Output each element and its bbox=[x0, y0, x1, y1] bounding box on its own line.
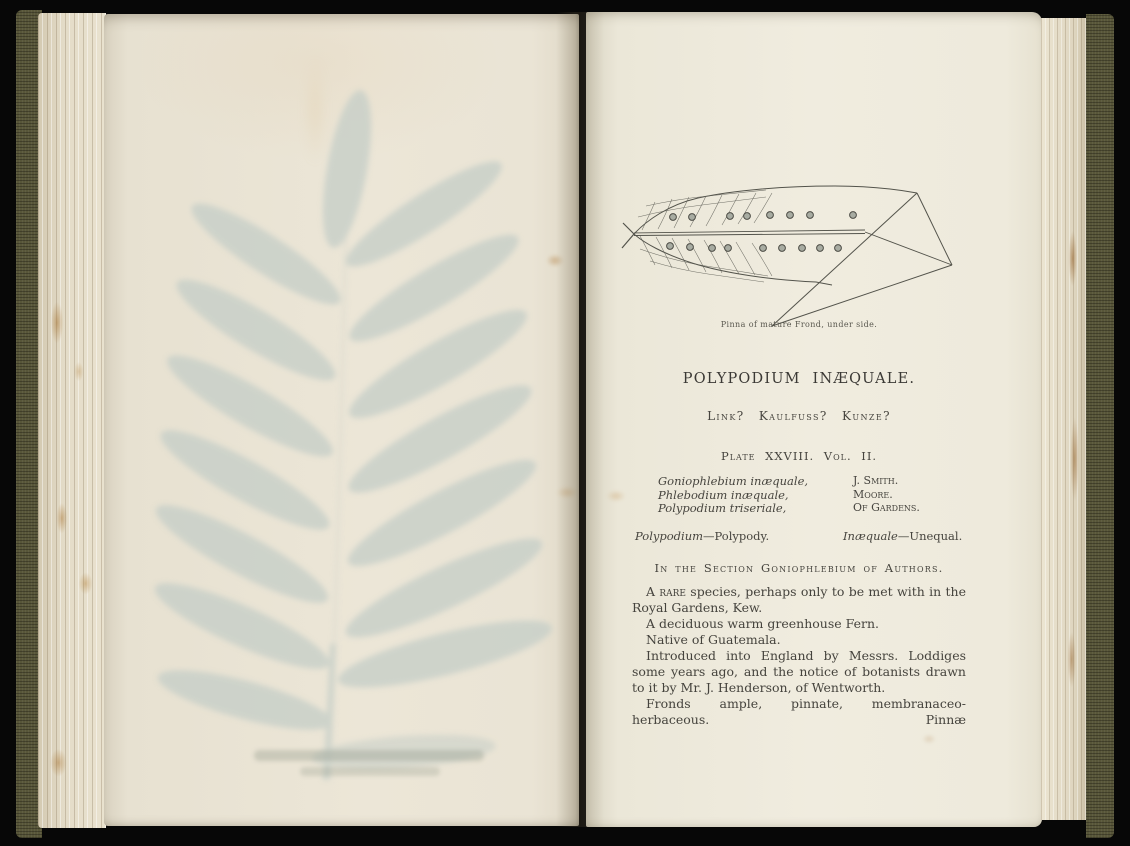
book-right-cover bbox=[1086, 14, 1114, 838]
paragraph-1 bbox=[632, 584, 966, 616]
ghost-plate-caption-line bbox=[254, 750, 484, 761]
synonym-authority: J. Smith. bbox=[853, 474, 899, 487]
paragraph-1-rest: species, perhaps only to be met with in the Royal Gardens, Kew. bbox=[632, 584, 966, 615]
synonym-name: Phlebodium inæquale, bbox=[658, 487, 789, 502]
synonym-name: Goniophlebium inæquale, bbox=[658, 474, 809, 488]
paragraph-3: Native of Guatemala. bbox=[646, 632, 781, 647]
synonym-row bbox=[632, 501, 966, 515]
foxing-spot bbox=[556, 486, 578, 499]
paragraph-2: A deciduous warm greenhouse Fern. bbox=[646, 616, 879, 631]
synonym-authority: Of Gardens. bbox=[853, 501, 920, 514]
right-page bbox=[586, 12, 1042, 827]
etymology-gloss: —Unequal. bbox=[897, 529, 963, 543]
etymology-left bbox=[635, 529, 769, 543]
etymology-line bbox=[632, 529, 966, 543]
body-text bbox=[632, 584, 966, 728]
aging-streak bbox=[304, 56, 326, 166]
synonym-name: Polypodium triseriale, bbox=[658, 501, 787, 515]
authority-line: Link? Kaulfuss? Kunze? bbox=[707, 409, 891, 423]
pinna-figure-illustration bbox=[620, 153, 956, 333]
figure-caption: Pinna of mature Frond, under side. bbox=[720, 320, 878, 329]
paragraph-4: Introduced into England by Messrs. Loddiges some years ago, and the notice of botanists drawn to it by Mr. J. Henderson, of Wentworth. bbox=[632, 648, 966, 695]
foxing-spot bbox=[546, 254, 564, 267]
species-title: POLYPODIUM INÆQUALE. bbox=[682, 371, 916, 387]
etymology-gloss: —Polypody. bbox=[703, 529, 770, 543]
synonym-list bbox=[632, 474, 966, 515]
paragraph-1-smallcaps: rare bbox=[659, 584, 686, 599]
foxing-spot bbox=[606, 490, 626, 502]
page-text-column bbox=[632, 12, 966, 827]
left-fore-edge-pages bbox=[38, 13, 106, 828]
synonym-authority: Moore. bbox=[853, 487, 893, 501]
etymology-latin: Inæquale bbox=[843, 529, 898, 543]
left-page bbox=[104, 14, 579, 826]
paragraph-5: Fronds ample, pinnate, membranaceo-herbaceous. Pinnæ bbox=[632, 696, 966, 727]
paragraph-1-lead: A bbox=[646, 584, 660, 599]
ghost-plate-caption-line bbox=[300, 767, 440, 776]
synonym-row bbox=[632, 474, 966, 488]
synonym-row bbox=[632, 488, 966, 502]
section-heading: In the Section Goniophlebium of Authors. bbox=[654, 561, 944, 575]
etymology-latin: Polypodium bbox=[635, 529, 704, 543]
fern-show-through-illustration bbox=[104, 14, 579, 826]
right-fore-edge-pages bbox=[1041, 18, 1089, 820]
etymology-right bbox=[843, 529, 962, 543]
plate-volume-line: Plate XXVIII. Vol. II. bbox=[720, 449, 878, 463]
foxing-spot bbox=[922, 734, 936, 744]
